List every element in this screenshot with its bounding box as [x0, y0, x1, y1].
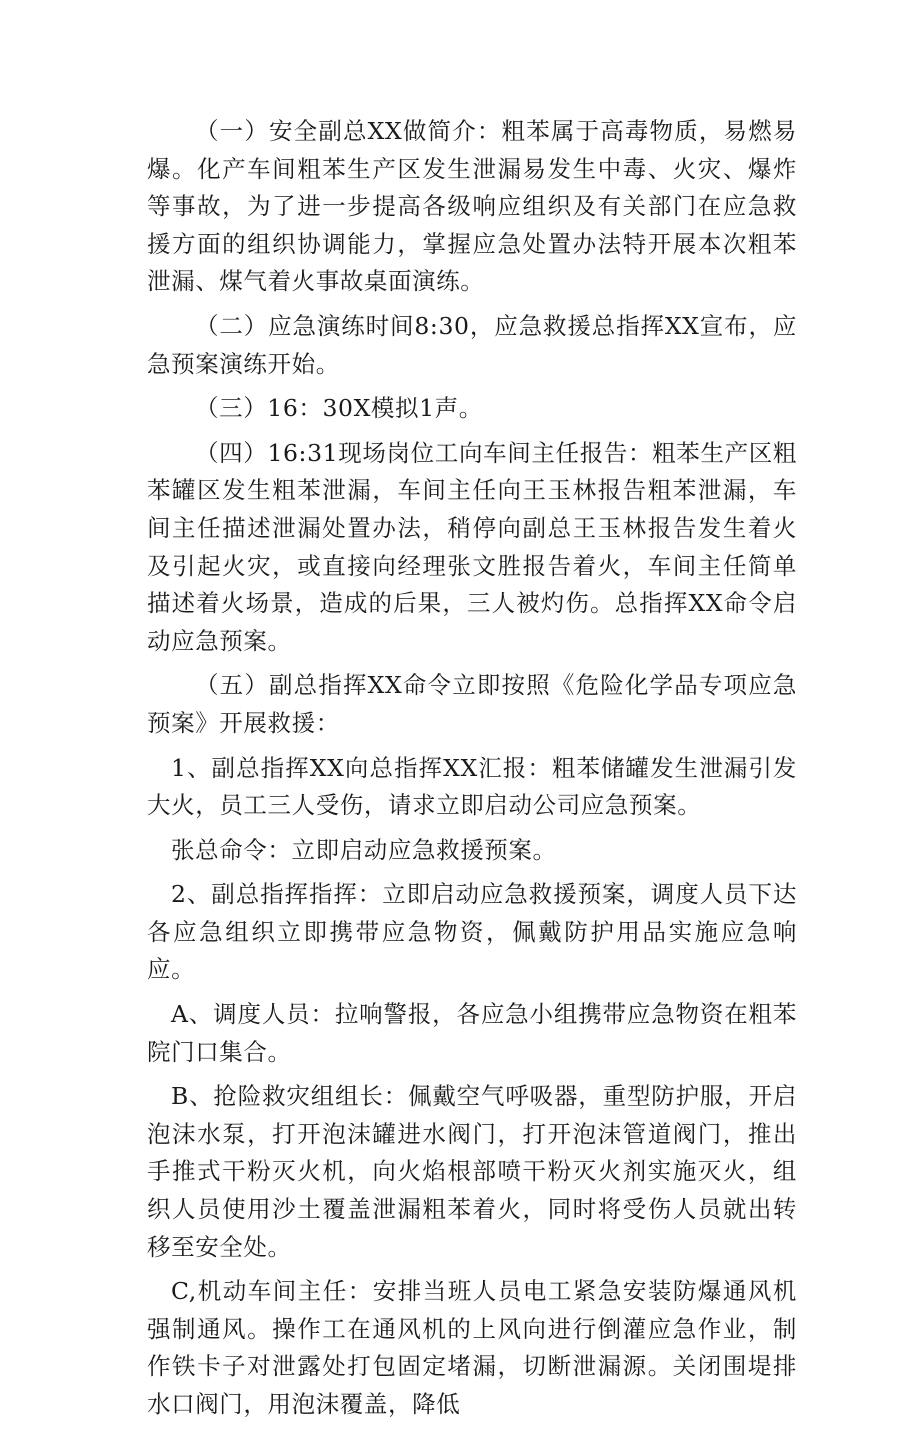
paragraph-command: 张总命令：立即启动应急救援预案。: [171, 835, 557, 864]
paragraph-simulation: （三）16：30X模拟1声。: [195, 394, 483, 423]
paragraph-rescue-order: （五）副总指挥XX命令立即按照《危险化学品专项应急预案》开展救援：: [147, 671, 797, 737]
paragraph-step-b: B、抢险救灾组组长：佩戴空气呼吸器，重型防护服，开启泡沫水泵，打开泡沫罐进水阀门，打开泡沫管道阀门，推出手推式干粉灭火机，向火焰根部喷干粉灭火剂实施灭火，组织人员使用沙土覆盖泄漏粗苯着火，同时将受伤人员就出转移至安全处。: [147, 1082, 797, 1261]
paragraph-drill-start: （二）应急演练时间8:30，应急救援总指挥XX宣布，应急预案演练开始。: [147, 311, 797, 378]
document-body: [147, 113, 797, 1431]
paragraph-step-c: C,机动车间主任：安排当班人员电工紧急安装防爆通风机强制通风。操作工在通风机的上风向进行倒灌应急作业，制作铁卡子对泄露处打包固定堵漏，切断泄漏源。关闭围堤排水口阀门，用泡沫覆盖，降低: [147, 1277, 797, 1418]
paragraph-step-2: 2、副总指挥指挥：立即启动应急救援预案，调度人员下达各应急组织立即携带应急物资，佩戴防护用品实施应急响应。: [147, 880, 797, 984]
paragraph-step-a: A、调度人员：拉响警报，各应急小组携带应急物资在粗苯院门口集合。: [147, 1000, 797, 1066]
paragraph-intro: （一）安全副总XX做简介：粗苯属于高毒物质，易燃易爆。化产车间粗苯生产区发生泄漏易发生中毒、火灾、爆炸等事故，为了进一步提高各级响应组织及有关部门在应急救援方面的组织协调能力，掌握应急处置办法特开展本次粗苯泄漏、煤气着火事故桌面演练。: [147, 117, 797, 296]
paragraph-step-1: 1、副总指挥XX向总指挥XX汇报：粗苯储罐发生泄漏引发大火，员工三人受伤，请求立即启动公司应急预案。: [147, 753, 797, 820]
paragraph-report: （四）16:31现场岗位工向车间主任报告：粗苯生产区粗苯罐区发生粗苯泄漏，车间主任向王玉林报告粗苯泄漏，车间主任描述泄漏处置办法，稍停向副总王玉林报告发生着火及引起火灾，或直接向经理张文胜报告着火，车间主任简单描述着火场景，造成的后果，三人被灼伤。总指挥XX命令启动应急预案。: [147, 438, 797, 655]
